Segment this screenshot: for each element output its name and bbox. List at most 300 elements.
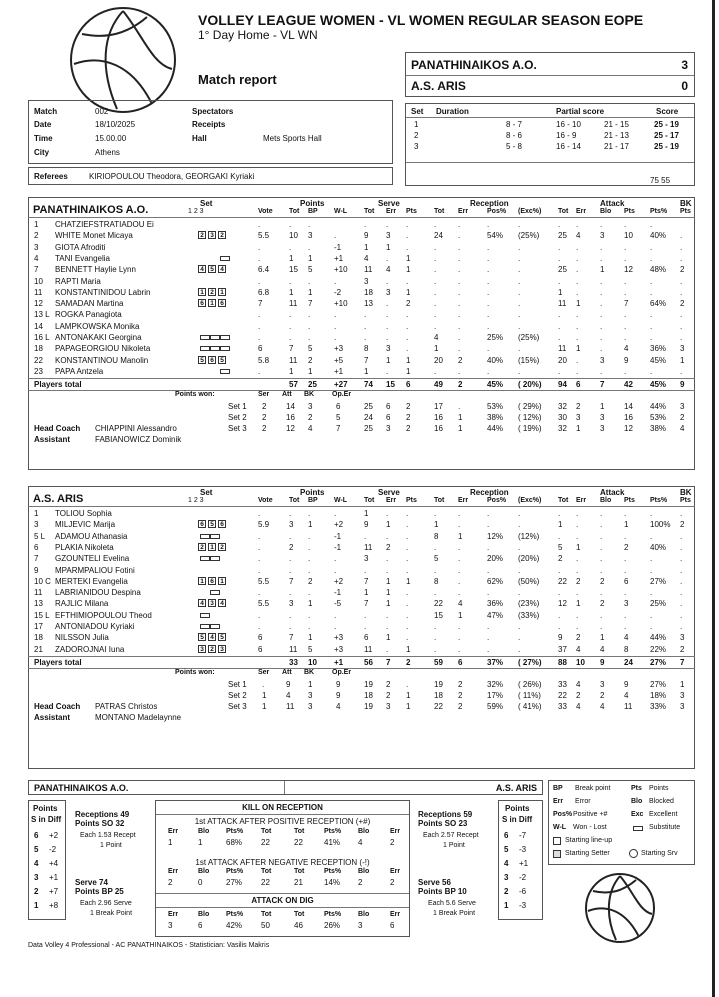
stat-cell: . (487, 644, 490, 654)
stat-cell: . (364, 622, 367, 631)
kill-col-header: Err (390, 868, 401, 875)
stat-cell: . (576, 242, 579, 252)
home-points-so: Points SO 32 (75, 819, 125, 828)
stat-cell: . (487, 588, 490, 598)
stat-cell: . (289, 333, 292, 342)
away-points-diff-table (498, 800, 543, 920)
stat-cell: . (386, 321, 389, 331)
stat-cell: . (434, 321, 437, 331)
set-row-number: 2 (414, 131, 419, 140)
stat-cell: 44% (650, 633, 667, 643)
legend-wl: W-L (553, 824, 567, 831)
diff-set: 1 (504, 901, 509, 910)
stat-cell: . (487, 276, 490, 286)
stat-cell: . (458, 242, 461, 252)
starting-position-box: 4 (218, 265, 226, 273)
stat-cell: 2 (624, 542, 629, 552)
total-cell: 49 (434, 380, 443, 390)
home-recept-note: Each 1.53 Recept (80, 832, 136, 839)
stat-cell: 25 (558, 231, 567, 241)
stat-cell: 4 (458, 599, 463, 609)
starting-position-box: 5 (198, 633, 206, 641)
stat-cell: 7 (289, 633, 294, 643)
stat-cell: . (406, 520, 409, 530)
total-cell: 57 (289, 380, 298, 390)
stat-cell: 10 (624, 231, 633, 241)
kill-col-header: Tot (294, 868, 305, 875)
set-stat-cell: 25 (364, 402, 373, 412)
stat-cell: 11 (558, 344, 567, 354)
player-name: MILJEVIC Marija (55, 520, 116, 530)
player-number: 18 (34, 344, 43, 354)
starting-position-box: 1 (208, 299, 216, 307)
kill-on-reception-table (155, 800, 410, 937)
stat-cell: . (458, 287, 461, 297)
home-sin-diff-label: S in Diff (31, 815, 62, 824)
set-stat-cell: 18 (434, 690, 443, 700)
stat-cell: 6 (364, 633, 369, 643)
set-stat-cell: 4 (336, 701, 341, 711)
player-name: WHITE Monet Micaya (55, 231, 133, 241)
total-cell: 56 (364, 657, 373, 667)
stat-cell: 64% (650, 299, 667, 309)
stat-cell: 2 (600, 576, 605, 586)
set-partial-2: 16 - 9 (556, 131, 577, 140)
assistant-label: Assistant (34, 712, 71, 722)
set-stat-cell: 9 (336, 690, 341, 700)
set-stat-cell: 4 (600, 701, 605, 711)
stat-cell: . (576, 531, 579, 541)
stat-cell: . (558, 588, 561, 598)
total-cell: ( 20%) (518, 380, 542, 390)
stat-cell: 47% (487, 610, 504, 620)
set-stat-cell: ( 29%) (518, 402, 542, 412)
stat-cell: 7 (364, 355, 369, 365)
total-cell: 6 (406, 380, 411, 390)
stat-cell: . (576, 588, 579, 598)
stat-cell: 48% (650, 265, 667, 275)
stat-cell: 9 (558, 633, 563, 643)
stat-cell: 2 (680, 644, 685, 654)
stat-cell: . (308, 220, 311, 229)
stat-cell: . (558, 333, 561, 342)
stat-cell: 1 (434, 344, 439, 354)
stat-cell: . (308, 531, 311, 541)
away-serve-note: Each 5.6 Serve (428, 900, 476, 907)
stat-cell: . (624, 554, 627, 564)
footer-credit: Data Volley 4 Professional - AC PANATHINAIKOS - Statistician: Vasilis Makris (28, 942, 270, 949)
stat-cell: . (334, 565, 337, 575)
set-partial-3: 21 - 17 (604, 142, 629, 151)
player-number: 10 (34, 276, 43, 286)
stat-cell: . (518, 520, 521, 530)
stat-cell: . (258, 242, 261, 252)
starting-position-box: 5 (208, 265, 216, 273)
set-stat-cell: 12 (624, 424, 633, 434)
set-label: Set 3 (228, 701, 247, 711)
col-header-vote: Vote (258, 497, 273, 504)
stat-cell: 1 (558, 520, 563, 530)
col-header-tot: Tot (364, 497, 375, 504)
set-stat-cell: 3 (576, 413, 581, 423)
col-header-tot: Tot (558, 497, 569, 504)
kill-col-value: 50 (261, 921, 270, 930)
away-receptions: Receptions 59 (418, 810, 473, 819)
stat-cell: . (576, 366, 579, 376)
stat-cell: . (258, 333, 261, 342)
substitute-icon (210, 624, 220, 629)
referees-label: Referees (34, 172, 68, 181)
stat-cell: . (518, 633, 521, 643)
kill-col-header: Tot (261, 911, 272, 918)
kill-col-header: Pts% (226, 911, 244, 918)
stat-cell: 1 (386, 588, 391, 598)
stat-cell: 2 (680, 265, 685, 275)
stat-cell: . (576, 355, 579, 365)
stat-cell: . (308, 554, 311, 564)
player-name: KONSTANTINOU Manolin (55, 355, 149, 365)
set-stat-cell: 2 (262, 413, 267, 423)
stat-cell: . (576, 333, 579, 342)
kill-col-value: 3 (168, 921, 173, 930)
stat-cell: 36% (650, 344, 667, 354)
spectators-label: Spectators (192, 107, 234, 116)
diff-value: +7 (49, 887, 59, 896)
stat-cell: . (434, 644, 437, 654)
set-stat-cell: 2 (308, 413, 313, 423)
away-serve-note2: 1 Break Point (433, 910, 476, 917)
stat-cell: . (518, 276, 521, 286)
set-partial-2: 16 - 10 (556, 120, 581, 129)
stat-cell: . (600, 622, 603, 631)
stat-cell: . (680, 542, 683, 552)
kill-col-value: 4 (358, 838, 363, 847)
referees-names: KIRIOPOULOU Theodora, GEORGAKI Kyriaki (89, 172, 255, 181)
set-stat-cell: 4 (576, 679, 581, 689)
volleyball-logo-icon (70, 7, 176, 113)
stat-cell: . (364, 321, 367, 331)
set-label: Set 2 (228, 690, 247, 700)
player-number: 7 (34, 265, 39, 275)
col-header-err: Err (386, 497, 397, 504)
stat-cell: . (518, 344, 521, 354)
stat-cell: 5 (308, 265, 313, 275)
stat-cell: 7 (308, 299, 313, 309)
stat-cell: +1 (334, 366, 344, 376)
match-date: 18/10/2025 (95, 120, 136, 129)
stat-cell: . (434, 310, 437, 320)
stat-cell: . (334, 333, 337, 342)
stat-cell: 7 (364, 599, 369, 609)
stat-cell: 4 (434, 333, 439, 342)
summary-home-name: PANATHINAIKOS A.O. (34, 783, 129, 793)
stat-cell: . (364, 565, 367, 575)
stat-cell: . (406, 565, 409, 575)
stat-cell: . (386, 622, 389, 631)
stat-cell: . (386, 554, 389, 564)
stat-cell: 18 (364, 287, 373, 297)
set-stat-cell: 2 (386, 690, 391, 700)
stat-cell: . (308, 276, 311, 286)
stat-cell: 1 (406, 366, 411, 376)
stat-cell: . (650, 565, 653, 575)
set-stat-cell: 22 (558, 690, 567, 700)
set-header: Set (200, 488, 213, 497)
stat-cell: . (258, 588, 261, 598)
match-city: Athens (95, 148, 120, 157)
stat-cell: . (258, 253, 261, 263)
starting-setter-icon (553, 850, 561, 858)
stat-cell: . (518, 542, 521, 552)
player-number: 14 (34, 321, 43, 331)
stat-cell: 1 (576, 299, 581, 309)
stat-cell: . (650, 554, 653, 564)
col-group-reception: Reception (470, 488, 509, 497)
set-stat-cell: 59% (487, 701, 504, 711)
stat-cell: . (624, 321, 627, 331)
stat-cell: 1 (458, 610, 463, 620)
kill-col-value: 0 (198, 878, 203, 887)
stat-cell: . (680, 576, 683, 586)
stat-cell: 62% (487, 576, 504, 586)
stat-cell: . (487, 265, 490, 275)
legend-exc-text: Excellent (649, 811, 678, 818)
stat-cell: (25%) (518, 231, 540, 241)
diff-value: -3 (519, 901, 527, 910)
stat-cell: 1 (406, 253, 411, 263)
stat-cell: 1 (386, 633, 391, 643)
stat-cell: 15 (289, 265, 298, 275)
stat-cell: 1 (364, 509, 369, 518)
stat-cell: (25%) (518, 333, 540, 342)
stat-cell: . (434, 633, 437, 643)
set-stat-cell: 24 (364, 413, 373, 423)
player-number: 11 (34, 287, 43, 297)
stat-cell: . (289, 588, 292, 598)
kill-col-value: 41% (324, 838, 341, 847)
player-number: 9 (34, 565, 39, 575)
stat-cell: +2 (334, 576, 344, 586)
set-stat-cell: 19 (364, 679, 373, 689)
set-stat-cell: 1 (600, 402, 605, 412)
stat-cell: 1 (308, 287, 313, 297)
stat-cell: . (518, 565, 521, 575)
starting-position-box: 1 (218, 288, 226, 296)
away-points-label: Points (505, 804, 530, 813)
stat-cell: . (558, 622, 561, 631)
stat-cell: . (406, 220, 409, 229)
set-row-number: 3 (414, 142, 419, 151)
player-number: 3 (34, 242, 39, 252)
stat-cell: . (308, 622, 311, 631)
stat-cell: 4 (600, 644, 605, 654)
stat-cell: . (558, 531, 561, 541)
stat-cell: . (558, 276, 561, 286)
starting-position-box: 5 (198, 356, 206, 364)
stat-cell: +2 (334, 520, 344, 530)
stat-cell: 8 (434, 576, 439, 586)
substitute-icon (200, 346, 210, 351)
kill-col-header: Err (390, 828, 401, 835)
stat-cell: . (624, 253, 627, 263)
player-number: 13 (34, 599, 43, 609)
stat-cell: . (518, 253, 521, 263)
total-cell: 9 (600, 657, 605, 667)
legend-box (548, 780, 695, 865)
stat-cell: . (487, 310, 490, 320)
stat-cell: 3 (624, 599, 629, 609)
stat-cell: . (487, 366, 490, 376)
stat-cell: 5 (308, 644, 313, 654)
starting-position-box: 1 (208, 543, 216, 551)
starting-position-box: 6 (208, 577, 216, 585)
total-cell: 7 (680, 657, 685, 667)
receipts-label: Receipts (192, 120, 226, 129)
stat-cell: . (650, 588, 653, 598)
set-stat-cell: 1 (458, 424, 463, 434)
player-number: 2 (34, 231, 39, 241)
stat-cell: +10 (334, 265, 348, 275)
kill-col-header: Err (168, 911, 179, 918)
set-stat-cell: 4 (680, 424, 685, 434)
stat-cell: 5.9 (258, 520, 270, 530)
bk-pts-header: Pts (680, 208, 691, 215)
set-stat-cell: 4 (286, 690, 291, 700)
stat-cell: . (650, 287, 653, 297)
stat-cell: . (434, 542, 437, 552)
sets-header-partial: Partial score (556, 107, 605, 116)
player-name: GZOUNTELI Evelina (55, 554, 130, 564)
player-number: 18 (34, 633, 43, 643)
player-name: GIOTA Afroditi (55, 242, 106, 252)
stat-cell: . (680, 509, 683, 518)
stat-cell: 40% (650, 231, 667, 241)
kill-col-value: 2 (390, 838, 395, 847)
stat-cell: . (458, 554, 461, 564)
player-number: 7 (34, 554, 39, 564)
player-name: ROGKA Panagiota (55, 310, 122, 320)
stat-cell: . (650, 321, 653, 331)
stat-cell: -1 (334, 531, 342, 541)
set-stat-cell: 44% (487, 424, 504, 434)
stat-cell: . (334, 321, 337, 331)
stat-cell: . (308, 310, 311, 320)
col-header-tot: Tot (289, 497, 300, 504)
set-stat-cell: ( 12%) (518, 413, 542, 423)
stat-cell: 5.5 (258, 599, 270, 609)
stat-cell: 36% (487, 599, 504, 609)
stat-cell: . (334, 509, 337, 518)
stat-cell: . (258, 622, 261, 631)
col-group-reception: Reception (470, 199, 509, 208)
header-divider (28, 217, 695, 218)
kill-col-header: Err (168, 828, 179, 835)
stat-cell: . (406, 310, 409, 320)
substitute-icon (210, 556, 220, 561)
diff-set: 6 (34, 831, 39, 840)
stat-cell: . (518, 220, 521, 229)
stat-cell: 9 (624, 355, 629, 365)
stat-cell: +5 (334, 355, 344, 365)
set-stat-cell: 17% (487, 690, 504, 700)
legend-blo: Blo (631, 798, 643, 805)
stat-cell: 2 (576, 576, 581, 586)
stat-cell: . (386, 509, 389, 518)
stat-cell: . (600, 333, 603, 342)
stat-cell: . (624, 242, 627, 252)
legend-bp: BP (553, 785, 563, 792)
pw-header: Op.Er (332, 668, 352, 676)
set-stat-cell: 4 (576, 701, 581, 711)
stat-cell: 1 (308, 253, 313, 263)
kill-col-value: 42% (226, 921, 243, 930)
stat-cell: . (680, 287, 683, 297)
stat-cell: 25% (487, 333, 504, 342)
legend-pos: Pos% (553, 811, 573, 818)
stat-cell: 12 (558, 599, 567, 609)
kill-col-value: 27% (226, 878, 243, 887)
set-stat-cell: 16 (434, 424, 443, 434)
stat-cell: . (558, 565, 561, 575)
set-stat-cell: ( 11%) (518, 690, 541, 700)
set-stat-cell: 3 (308, 690, 313, 700)
set-stat-cell: . (262, 679, 265, 689)
set-stat-cell: 7 (336, 424, 341, 434)
stat-cell: 40% (650, 542, 667, 552)
set-stat-cell: 12 (286, 424, 295, 434)
starting-position-box: 1 (198, 577, 206, 585)
stat-cell: . (434, 509, 437, 518)
stat-cell: 2 (680, 520, 685, 530)
diff-set: 3 (34, 873, 39, 882)
total-cell: 94 (558, 380, 567, 390)
stat-cell: . (458, 366, 461, 376)
stat-cell: . (680, 565, 683, 575)
stat-cell: . (600, 253, 603, 263)
stat-cell: . (406, 554, 409, 564)
set-stat-cell: 3 (308, 402, 313, 412)
header-divider (28, 506, 695, 507)
set-stat-cell: 38% (487, 413, 504, 423)
stat-cell: . (434, 220, 437, 229)
player-name: NILSSON Julia (55, 633, 109, 643)
stat-cell: (20%) (518, 554, 540, 564)
starting-position-box: 2 (198, 231, 206, 239)
stat-cell: . (308, 542, 311, 552)
total-cell: 6 (576, 380, 581, 390)
stat-cell: . (600, 509, 603, 518)
player-name: ZADOROJNAI Iuna (55, 644, 125, 654)
stat-cell: (50%) (518, 576, 540, 586)
stat-cell: 6 (258, 344, 263, 354)
stat-cell: . (458, 633, 461, 643)
player-name: ANTONIADOU Kyriaki (55, 622, 135, 631)
total-cell: 6 (458, 657, 463, 667)
stat-cell: . (680, 599, 683, 609)
col-header-exc: (Exc%) (518, 497, 542, 504)
kill-col-header: Blo (358, 911, 370, 918)
stat-cell: . (458, 276, 461, 286)
stat-cell: 6.8 (258, 287, 270, 297)
stat-cell: . (334, 610, 337, 620)
stat-cell: . (386, 531, 389, 541)
diff-value: -2 (49, 845, 57, 854)
stat-cell: . (576, 554, 579, 564)
stat-cell: 4 (364, 253, 369, 263)
diff-value: +1 (519, 859, 529, 868)
starting-position-box: 5 (218, 633, 226, 641)
stat-cell: +10 (334, 299, 348, 309)
